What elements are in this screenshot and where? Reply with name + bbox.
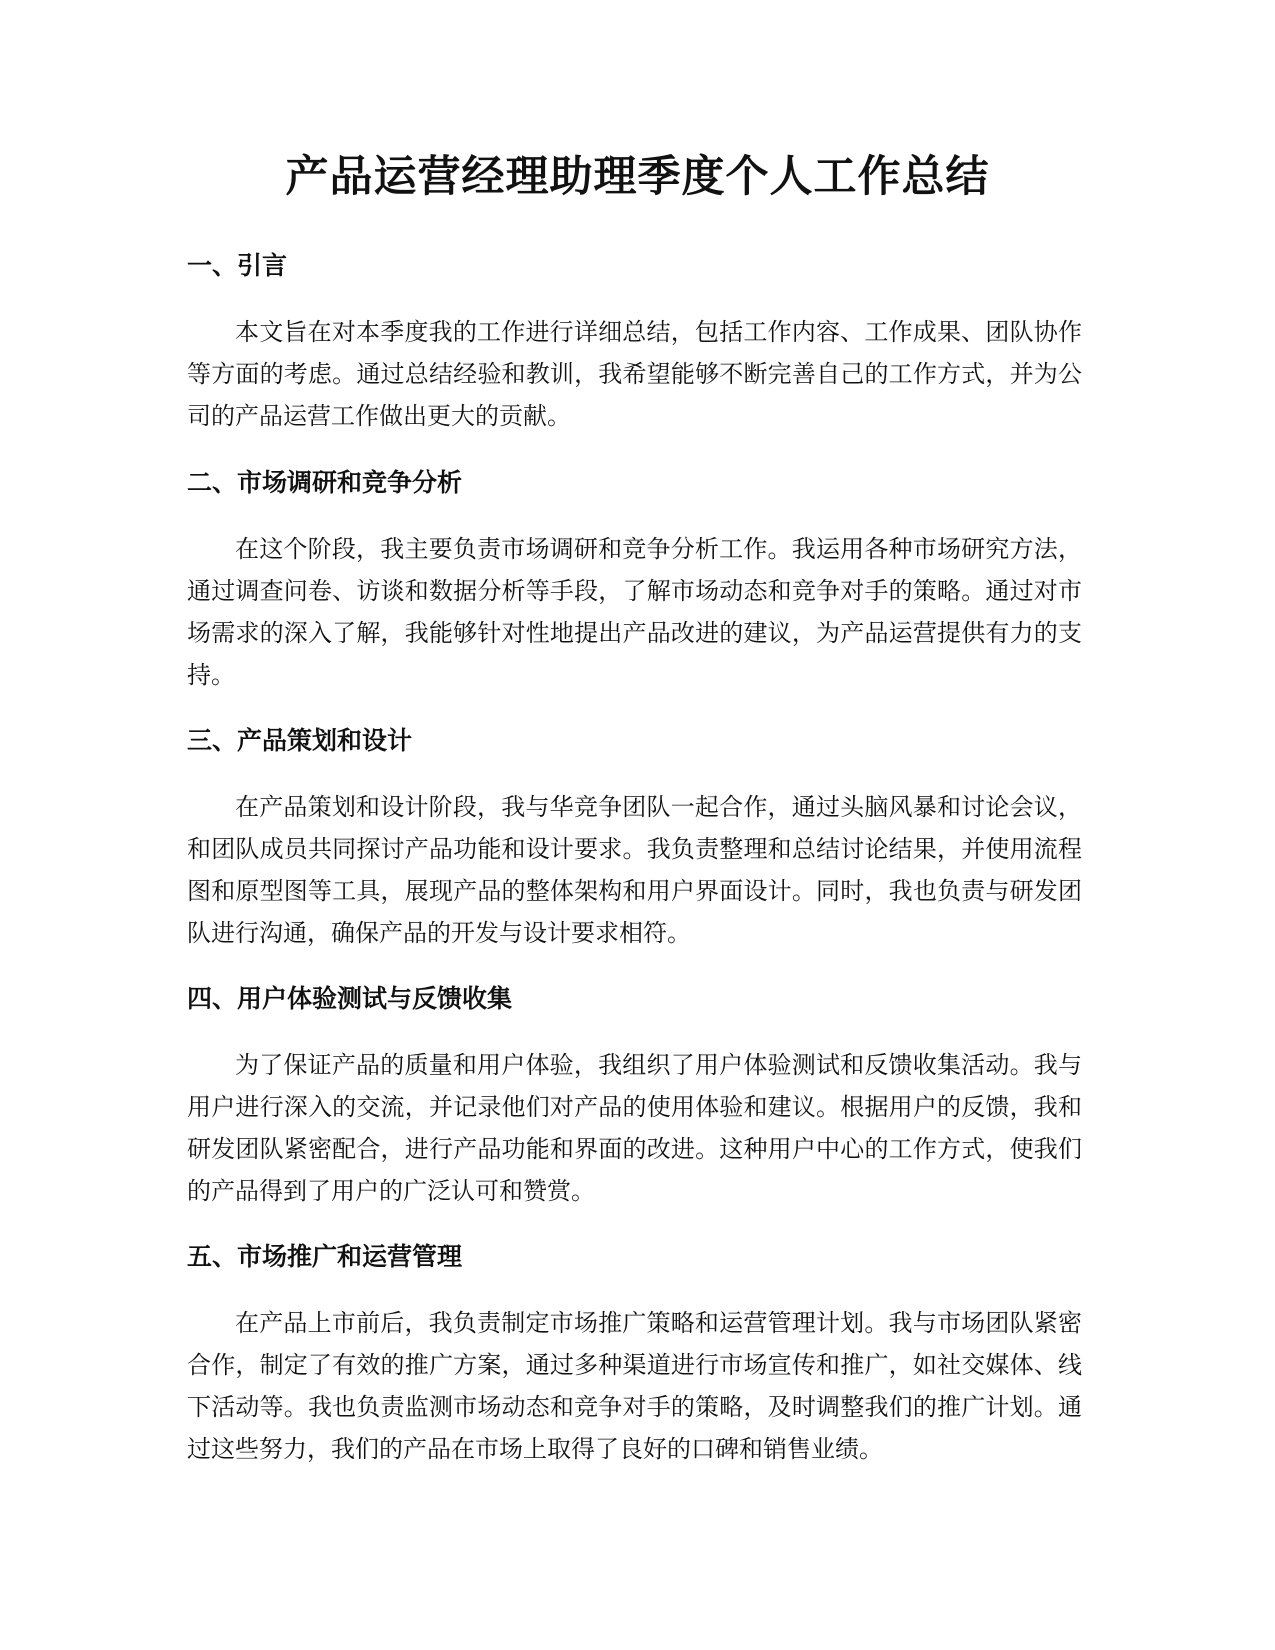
section-heading-marketing-operations: 五、市场推广和运营管理 [187,1242,463,1271]
section-heading-user-testing: 四、用户体验测试与反馈收集 [187,984,513,1013]
section-heading-introduction: 一、引言 [187,251,288,280]
section-heading-product-planning: 三、产品策划和设计 [187,726,413,755]
section-paragraph-marketing-operations: 在产品上市前后，我负责制定市场推广策略和运营管理计划。我与市场团队紧密合作，制定了有效的推广方案，通过多种渠道进行市场宣传和推广，如社交媒体、线下活动等。我也负责监测市场动态和竞争对手的策略，及时调整我们的推广计划。通过这些努力，我们的产品在市场上取得了良好的口碑和销售业绩。 [187,1309,1082,1463]
section-paragraph-market-research: 在这个阶段，我主要负责市场调研和竞争分析工作。我运用各种市场研究方法，通过调查问卷、访谈和数据分析等手段，了解市场动态和竞争对手的策略。通过对市场需求的深入了解，我能够针对性地提出产品改进的建议，为产品运营提供有力的支持。 [187,535,1082,689]
section-heading-market-research: 二、市场调研和竞争分析 [187,468,463,497]
document-title: 产品运营经理助理季度个人工作总结 [285,152,990,202]
section-paragraph-introduction: 本文旨在对本季度我的工作进行详细总结，包括工作内容、工作成果、团队协作等方面的考虑。通过总结经验和教训，我希望能够不断完善自己的工作方式，并为公司的产品运营工作做出更大的贡献。 [187,318,1082,430]
section-paragraph-user-testing: 为了保证产品的质量和用户体验，我组织了用户体验测试和反馈收集活动。我与用户进行深入的交流，并记录他们对产品的使用体验和建议。根据用户的反馈，我和研发团队紧密配合，进行产品功能和界面的改进。这种用户中心的工作方式，使我们的产品得到了用户的广泛认可和赞赏。 [187,1051,1082,1205]
section-paragraph-product-planning: 在产品策划和设计阶段，我与华竞争团队一起合作，通过头脑风暴和讨论会议，和团队成员共同探讨产品功能和设计要求。我负责整理和总结讨论结果，并使用流程图和原型图等工具，展现产品的整体架构和用户界面设计。同时，我也负责与研发团队进行沟通，确保产品的开发与设计要求相符。 [187,793,1082,947]
